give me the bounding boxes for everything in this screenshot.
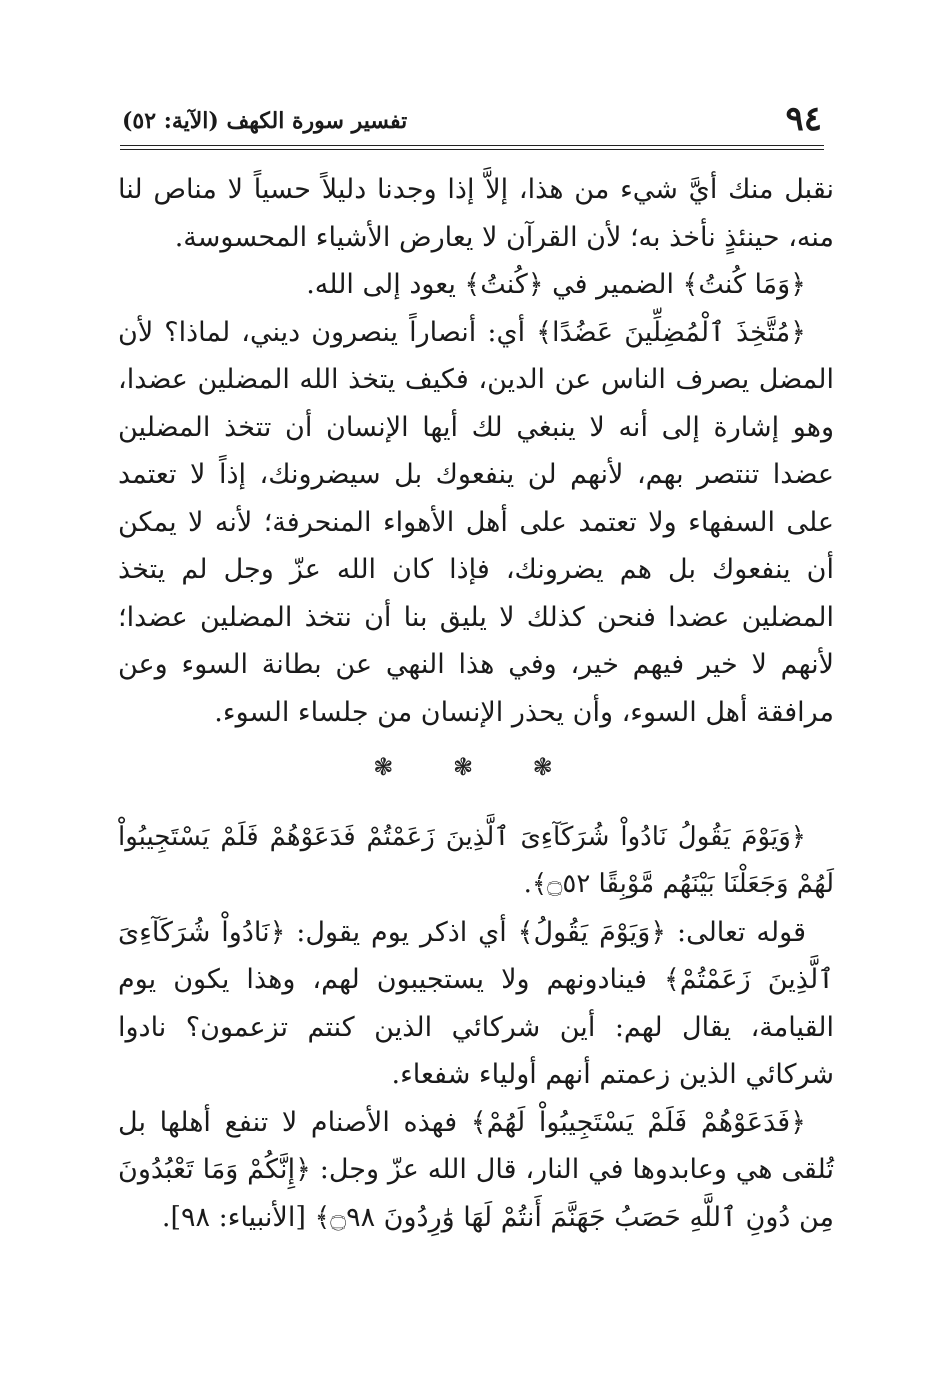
paragraph: ﴿مُتَّخِذَ ٱلْمُضِلِّينَ عَضُدًا﴾ أي: أنصاراً ينصرون ديني، لماذا؟ لأن المضل يصرف الناس عن الدين، فكيف يتخذ الله المضلين عضدا، وهو إشارة إلى أنه لا ينبغي لك أيها الإنسان أن تتخذ المضلين عضدا تنتصر بهم، لأنهم لن ينفعوك بل سيضرونك، إذاً لا تعتمد على السفهاء ولا تعتمد على أهل الأهواء المنحرفة؛ لأنه لا يمكن أن ينفعوك بل هم يضرونك، فإذا كان الله عزّ وجل لم يتخذ المضلين عضدا فنحن كذلك لا يليق بنا أن نتخذ المضلين عضدا؛ لأنهم لا خير فيهم خير، وفي هذا النهي عن بطانة السوء وعن مرافقة أهل السوء، وأن يحذر الإنسان من جلساء السوء. — [118, 316, 834, 728]
page-header — [122, 92, 822, 139]
header-rule — [120, 145, 824, 150]
paragraph: قوله تعالى: ﴿وَيَوْمَ يَقُولُ﴾ أي اذكر يوم يقول: ﴿نَادُواْ شُرَكَآءِىَ ٱلَّذِينَ زَعَمْتُمْ﴾ فينادونهم ولا يستجيبون لهم، وهذا يكون يوم القيامة، يقال لهم: أين شركائي الذين كنتم تزعمون؟ نادوا شركائي الذين زعمتم أنهم أولياء شفعاء. — [118, 916, 834, 1090]
paragraph: نقبل منك أيَّ شيء من هذا، إلاَّ إذا وجدنا دليلاً حسياً لا مناص لنا منه، حينئذٍ نأخذ به؛ لأن القرآن لا يعارض الأشياء المحسوسة. — [118, 174, 834, 253]
running-title: تفسير سورة الكهف (الآية: ٥٢) — [122, 108, 408, 134]
paragraph: ﴿فَدَعَوْهُمْ فَلَمْ يَسْتَجِيبُواْ لَهُمْ﴾ فهذه الأصنام لا تنفع أهلها بل تُلقى هي وعابدوها في النار، قال الله عزّ وجل: ﴿إِنَّكُمْ وَمَا تَعْبُدُونَ مِن دُونِ ٱللَّهِ حَصَبُ جَهَنَّمَ أَنتُمْ لَهَا وَٰرِدُونَ ۝٩٨﴾ [الأنبياء: ٩٨]. — [118, 1106, 834, 1233]
quran-verse: ﴿وَيَوْمَ يَقُولُ نَادُواْ شُرَكَآءِىَ ٱلَّذِينَ زَعَمْتُمْ فَدَعَوْهُمْ فَلَمْ يَسْتَجِيبُواْ لَهُمْ وَجَعَلْنَا بَيْنَهُم مَّوْبِقًا ۝٥٢﴾. — [118, 821, 834, 899]
page-number: ٩٤ — [785, 99, 822, 139]
section-separator: ❃ ❃ ❃ — [373, 753, 579, 781]
page-body — [118, 166, 834, 1241]
paragraph: ﴿وَمَا كُنتُ﴾ الضمير في ﴿كُنتُ﴾ يعود إلى الله. — [306, 269, 806, 300]
